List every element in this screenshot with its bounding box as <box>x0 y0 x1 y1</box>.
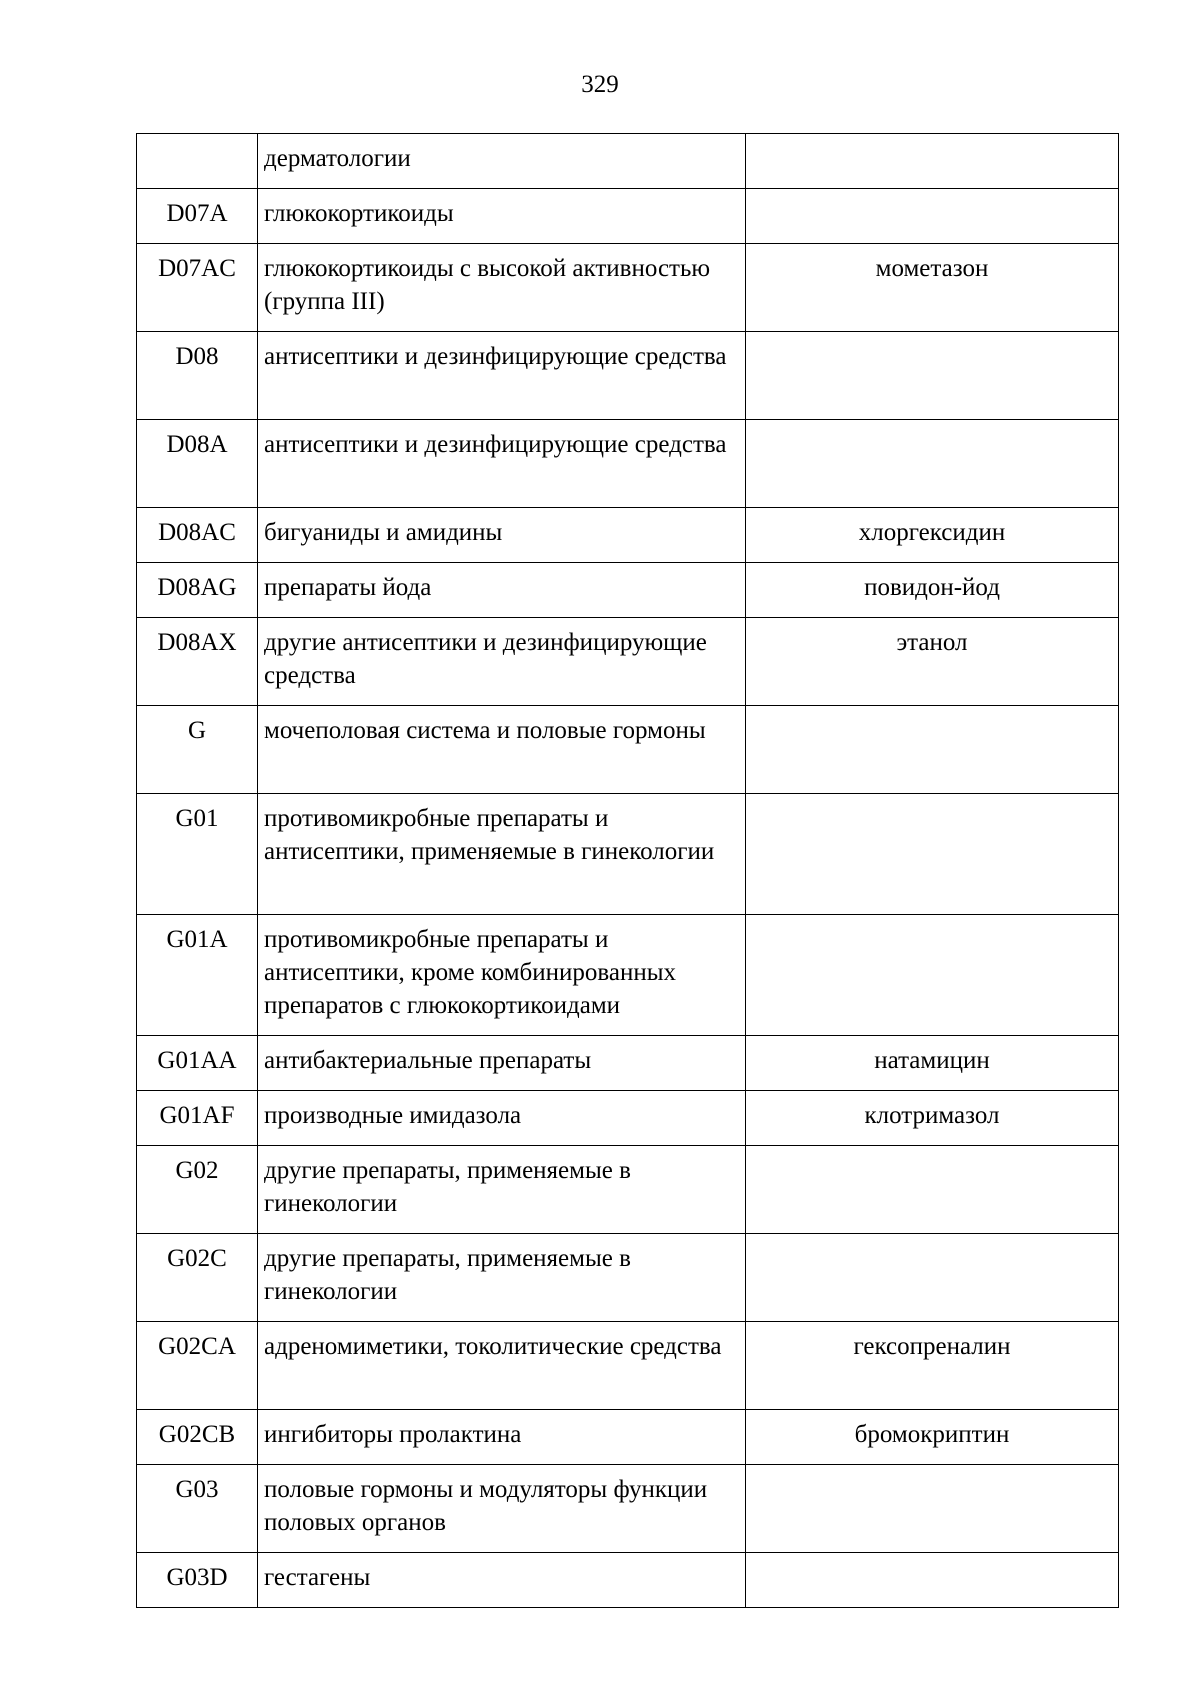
table-row <box>137 1465 1119 1553</box>
table-row <box>137 706 1119 794</box>
drug-name-cell <box>746 134 1119 189</box>
drug-name-cell <box>746 1465 1119 1553</box>
group-name-cell: гестагены <box>258 1553 746 1608</box>
table-row <box>137 794 1119 915</box>
group-name-cell: противомикробные препараты и антисептики, применяемые в гинекологии <box>258 794 746 915</box>
atc-code-cell: D07A <box>137 189 258 244</box>
drug-name-cell: хлоргексидин <box>746 508 1119 563</box>
atc-code-cell <box>137 134 258 189</box>
table-row <box>137 618 1119 706</box>
group-name-cell: препараты йода <box>258 563 746 618</box>
group-name-cell: половые гормоны и модуляторы функции половых органов <box>258 1465 746 1553</box>
atc-code-cell: G01AA <box>137 1036 258 1091</box>
drug-name-cell <box>746 1146 1119 1234</box>
table-row <box>137 134 1119 189</box>
atc-code-cell: G <box>137 706 258 794</box>
atc-classification-table <box>136 133 1119 1608</box>
group-name-cell: дерматологии <box>258 134 746 189</box>
atc-code-cell: G03 <box>137 1465 258 1553</box>
group-name-cell: глюкокортикоиды с высокой активностью (группа III) <box>258 244 746 332</box>
table-row <box>137 915 1119 1036</box>
atc-code-cell: G03D <box>137 1553 258 1608</box>
table-row <box>137 1234 1119 1322</box>
group-name-cell: другие препараты, применяемые в гинекологии <box>258 1146 746 1234</box>
atc-code-cell: D08AX <box>137 618 258 706</box>
table-row <box>137 420 1119 508</box>
drug-name-cell: натамицин <box>746 1036 1119 1091</box>
group-name-cell: мочеполовая система и половые гормоны <box>258 706 746 794</box>
atc-code-cell: G02CA <box>137 1322 258 1410</box>
group-name-cell: ингибиторы пролактина <box>258 1410 746 1465</box>
atc-code-cell: G01AF <box>137 1091 258 1146</box>
table-row <box>137 244 1119 332</box>
table-row <box>137 1036 1119 1091</box>
drug-name-cell <box>746 706 1119 794</box>
group-name-cell: антисептики и дезинфицирующие средства <box>258 332 746 420</box>
atc-code-cell: D08 <box>137 332 258 420</box>
group-name-cell: противомикробные препараты и антисептики, кроме комбинированных препаратов с глюкокортикоидами <box>258 915 746 1036</box>
group-name-cell: производные имидазола <box>258 1091 746 1146</box>
page-number: 329 <box>581 71 619 98</box>
drug-name-cell: гексопреналин <box>746 1322 1119 1410</box>
group-name-cell: адреномиметики, токолитические средства <box>258 1322 746 1410</box>
table-row <box>137 1322 1119 1410</box>
group-name-cell: другие антисептики и дезинфицирующие средства <box>258 618 746 706</box>
atc-code-cell: D08A <box>137 420 258 508</box>
table-row <box>137 1410 1119 1465</box>
drug-name-cell <box>746 1234 1119 1322</box>
drug-name-cell: клотримазол <box>746 1091 1119 1146</box>
drug-name-cell: этанол <box>746 618 1119 706</box>
drug-name-cell: бромокриптин <box>746 1410 1119 1465</box>
atc-code-cell: G01A <box>137 915 258 1036</box>
drug-name-cell <box>746 915 1119 1036</box>
atc-code-cell: G02 <box>137 1146 258 1234</box>
atc-code-cell: G01 <box>137 794 258 915</box>
table-row <box>137 332 1119 420</box>
group-name-cell: глюкокортикоиды <box>258 189 746 244</box>
drug-name-cell <box>746 332 1119 420</box>
drug-name-cell <box>746 1553 1119 1608</box>
atc-code-cell: G02CB <box>137 1410 258 1465</box>
group-name-cell: другие препараты, применяемые в гинекологии <box>258 1234 746 1322</box>
drug-name-cell: мометазон <box>746 244 1119 332</box>
group-name-cell: антибактериальные препараты <box>258 1036 746 1091</box>
atc-code-cell: G02C <box>137 1234 258 1322</box>
table-row <box>137 563 1119 618</box>
drug-name-cell: повидон-йод <box>746 563 1119 618</box>
drug-name-cell <box>746 189 1119 244</box>
atc-code-cell: D08AC <box>137 508 258 563</box>
table-row <box>137 189 1119 244</box>
table-row <box>137 1553 1119 1608</box>
drug-name-cell <box>746 420 1119 508</box>
table-row <box>137 1091 1119 1146</box>
group-name-cell: антисептики и дезинфицирующие средства <box>258 420 746 508</box>
group-name-cell: бигуаниды и амидины <box>258 508 746 563</box>
atc-code-cell: D08AG <box>137 563 258 618</box>
drug-name-cell <box>746 794 1119 915</box>
atc-code-cell: D07AC <box>137 244 258 332</box>
table-row <box>137 508 1119 563</box>
table-row <box>137 1146 1119 1234</box>
